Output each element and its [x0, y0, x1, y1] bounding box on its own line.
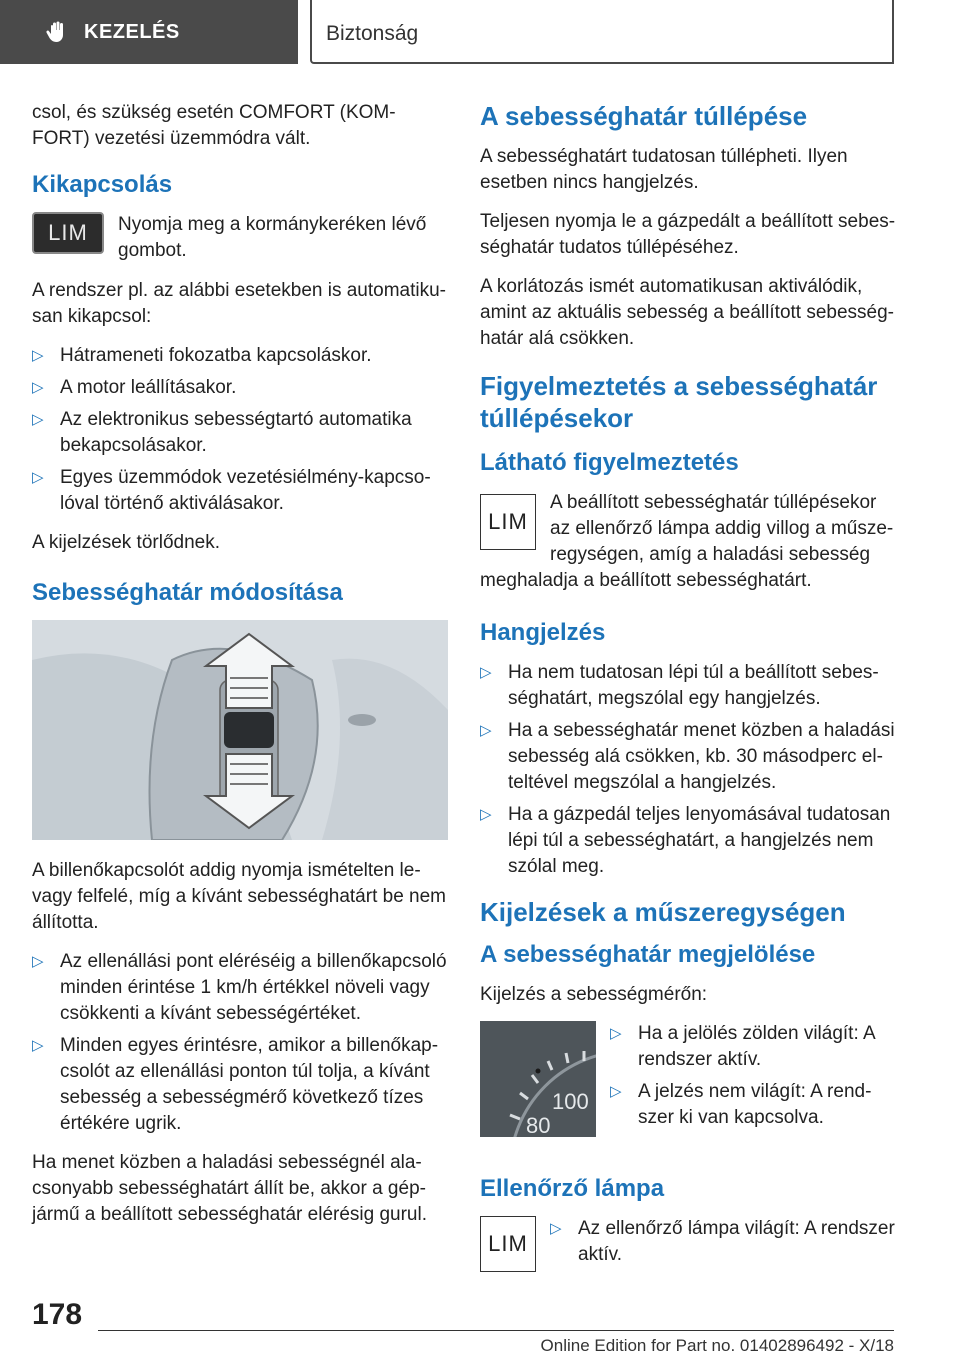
lim-button-icon: LIM — [32, 212, 104, 254]
triangle-bullet-icon: ▷ — [32, 469, 44, 486]
figyelmeztetes-heading: Figyelmeztetés a sebességhatár túllépésekor — [480, 371, 878, 433]
footer-divider — [98, 1330, 894, 1331]
list-item: ▷ A motor leállításakor. — [32, 375, 448, 401]
list-item: ▷ Az elektronikus sebességtartó automatika bekapcsolásakor. — [32, 409, 412, 456]
lim-button-row — [32, 212, 448, 264]
list-item: ▷ Ha nem tudatosan lépi túl a beállított sebes-séghatárt, megszólal egy hangjelzés. — [480, 662, 879, 709]
lim-indicator-icon: LIM — [480, 494, 536, 550]
kikapcsolas-heading: Kikapcsolás — [32, 171, 173, 198]
triangle-bullet-icon: ▷ — [32, 347, 44, 364]
lampa-list — [550, 1216, 896, 1274]
triangle-bullet-icon: ▷ — [32, 953, 44, 970]
triangle-bullet-icon: ▷ — [480, 806, 492, 823]
lim-indicator-icon: LIM — [480, 1216, 536, 1272]
lathato-heading: Látható figyelmeztetés — [480, 449, 739, 476]
list-item: ▷ A jelzés nem világít: A rend-szer ki van kapcsolva. — [610, 1081, 872, 1128]
tullepes-p1: A sebességhatárt tudatosan túllépheti. Ilyen esetben nincs hangjelzés. — [480, 146, 848, 193]
gauge-label-80: 80 — [526, 1113, 551, 1137]
cleared-text: A kijelzések törlődnek. — [32, 532, 220, 553]
lampa-heading: Ellenőrző lámpa — [480, 1175, 665, 1202]
list-item: ▷ Minden egyes érintésre, amikor a billenőkap-csolót az ellenállási ponton túl tolja, a kívánt sebesség a sebességmérő következő tízes értékére ugrik. — [32, 1035, 439, 1134]
list-item: ▷ Egyes üzemmódok vezetésiélmény-kapcso-lóval történő aktiválásakor. — [32, 467, 431, 514]
hangjelzes-list — [480, 660, 896, 880]
triangle-bullet-icon: ▷ — [480, 664, 492, 681]
chapter-header — [310, 0, 894, 64]
list-item: ▷ Ha a sebességhatár menet közben a haladási sebesség alá csökken, kb. 30 másodperc el-teltével megszólal a hangjelzés. — [480, 720, 895, 793]
page-number: 178 — [32, 1298, 83, 1331]
list-item: ▷ Ha a jelölés zölden világít: A rendszer aktív. — [610, 1023, 875, 1070]
left-column — [32, 100, 448, 1241]
gauge-label-100: 100 — [552, 1089, 589, 1114]
jeloles-list — [610, 1021, 896, 1137]
coast-text: Ha menet közben a haladási sebességnél ala-csonyabb sebességhatárt állít be, akkor a gép-jármű a beállított sebességhatár elérésig gurul. — [32, 1152, 428, 1225]
tullepes-heading: A sebességhatár túllépése — [480, 101, 808, 131]
right-column — [480, 100, 896, 1287]
triangle-bullet-icon: ▷ — [32, 1037, 44, 1054]
chapter-title: Biztonság — [326, 22, 419, 45]
section-tab-label: KEZELÉS — [84, 20, 180, 43]
rocker-text: A billenőkapcsolót addig nyomja ismételten le- vagy felfelé, míg a kívánt sebességhatárt be nem állította. — [32, 860, 447, 933]
lathato-text: A beállított sebességhatár túllépésekor az ellenőrző lámpa addig villog a műsze-regységen, amíg a haladási sebesség meghaladja a beállított sebességhatárt. — [480, 492, 894, 591]
section-tab — [0, 0, 298, 64]
list-item: ▷ Ha a gázpedál teljes lenyomásával tudatosan lépi túl a sebességhatárt, a hangjelzés nem szólal meg. — [480, 804, 891, 877]
auto-off-list — [32, 343, 448, 517]
edition-text: Online Edition for Part no. 01402896492 - X/18 — [540, 1336, 894, 1355]
speedometer-image — [480, 1021, 596, 1137]
jeloles-heading: A sebességhatár megjelölése — [480, 941, 816, 968]
list-item: ▷ Az ellenőrző lámpa világít: A rendszer aktív. — [550, 1218, 895, 1265]
triangle-bullet-icon: ▷ — [610, 1083, 622, 1100]
kijelzesek-heading: Kijelzések a műszeregységen — [480, 897, 846, 927]
triangle-bullet-icon: ▷ — [32, 379, 44, 396]
intro-paragraph: csol, és szükség esetén COMFORT (KOM-FORT) vezetési üzemmódra vált. — [32, 102, 396, 149]
steering-wheel-image — [32, 620, 448, 840]
auto-off-text: A rendszer pl. az alábbi esetekben is automatiku-san kikapcsol: — [32, 280, 447, 327]
list-item: ▷ Hátrameneti fokozatba kapcsoláskor. — [32, 343, 448, 369]
hangjelzes-heading: Hangjelzés — [480, 619, 606, 646]
triangle-bullet-icon: ▷ — [480, 722, 492, 739]
tullepes-p2: Teljesen nyomja le a gázpedált a beállított sebes-séghatár tudatos túllépéséhez. — [480, 211, 896, 258]
jeloles-text: Kijelzés a sebességmérőn: — [480, 984, 708, 1005]
triangle-bullet-icon: ▷ — [550, 1220, 562, 1237]
modositas-heading: Sebességhatár módosítása — [32, 579, 343, 606]
triangle-bullet-icon: ▷ — [610, 1025, 622, 1042]
rocker-list — [32, 949, 448, 1137]
hand-icon — [44, 20, 68, 44]
triangle-bullet-icon: ▷ — [32, 411, 44, 428]
lim-button-text: Nyomja meg a kormánykeréken lévő gombot. — [118, 214, 427, 261]
tullepes-p3: A korlátozás ismét automatikusan aktiválódik, amint az aktuális sebesség a beállított sebesség-határ alá csökken. — [480, 276, 895, 349]
list-item: ▷ Az ellenállási pont eléréséig a billenőkapcsoló minden érintése 1 km/h értékkel növeli vagy csökkenti a kívánt sebességértéket. — [32, 951, 447, 1024]
